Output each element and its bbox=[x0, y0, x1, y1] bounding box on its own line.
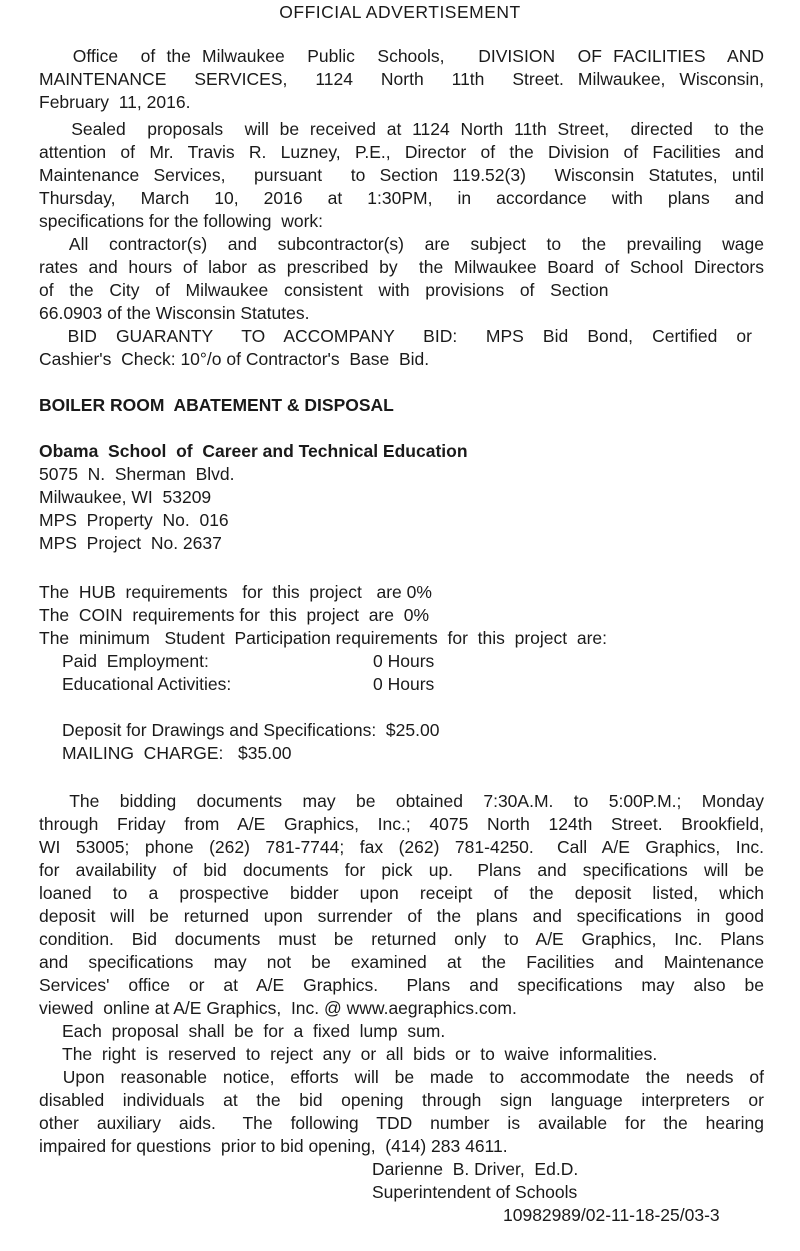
coin-requirement: The COIN requirements for this project are 0% bbox=[39, 605, 430, 625]
bidding-docs-line: and specifications may not be examined at the Facilities and Maintenance bbox=[39, 952, 764, 972]
intro-line: MAINTENANCE SERVICES, 1124 North 11th Street. Milwaukee, Wisconsin, bbox=[39, 69, 764, 89]
rights-reserved-statement: The right is reserved to reject any or all bids or to waive informalities. bbox=[62, 1044, 658, 1064]
project-heading: BOILER ROOM ABATEMENT & DISPOSAL bbox=[39, 395, 394, 415]
address-line: 5075 N. Sherman Blvd. bbox=[39, 464, 235, 484]
school-name: Obama School of Career and Technical Education bbox=[39, 441, 468, 461]
accommodation-line: Upon reasonable notice, efforts will be made to accommodate the needs of bbox=[39, 1067, 764, 1087]
intro-line: Office of the Milwaukee Public Schools, DIVISION OF FACILITIES AND bbox=[39, 46, 764, 66]
requirement-label: Paid Employment: bbox=[62, 651, 209, 671]
bidding-docs-line: through Friday from A/E Graphics, Inc.; 4075 North 124th Street. Brookfield, bbox=[39, 814, 764, 834]
signatory-title: Superintendent of Schools bbox=[372, 1182, 578, 1202]
sealed-proposals-line: attention of Mr. Travis R. Luzney, P.E., Director of the Division of Facilities and bbox=[39, 142, 764, 162]
bidding-docs-line: WI 53005; phone (262) 781-7744; fax (262) 781-4250. Call A/E Graphics, Inc. bbox=[39, 837, 764, 857]
wage-line: rates and hours of labor as prescribed by the Milwaukee Board of School Directors bbox=[39, 257, 764, 277]
sealed-proposals-line: Maintenance Services, pursuant to Section 119.52(3) Wisconsin Statutes, until bbox=[39, 165, 764, 185]
reference-number: 10982989/02-11-18-25/03-3 bbox=[503, 1205, 720, 1225]
mailing-charge: MAILING CHARGE: $35.00 bbox=[62, 743, 292, 763]
wage-line: 66.0903 of the Wisconsin Statutes. bbox=[39, 303, 310, 323]
sealed-proposals-line: Thursday, March 10, 2016 at 1:30PM, in accordance with plans and bbox=[39, 188, 764, 208]
page-title: OFFICIAL ADVERTISEMENT bbox=[279, 2, 521, 22]
lump-sum-statement: Each proposal shall be for a fixed lump sum. bbox=[62, 1021, 446, 1041]
bidding-docs-line: for availability of bid documents for pick up. Plans and specifications will be bbox=[39, 860, 764, 880]
signatory-name: Darienne B. Driver, Ed.D. bbox=[372, 1159, 579, 1179]
accommodation-line: other auxiliary aids. The following TDD number is available for the hearing bbox=[39, 1113, 764, 1133]
address-line: Milwaukee, WI 53209 bbox=[39, 487, 212, 507]
requirement-value: 0 Hours bbox=[373, 674, 435, 694]
sealed-proposals-line: Sealed proposals will be received at 1124 North 11th Street, directed to the bbox=[39, 119, 764, 139]
wage-line: of the City of Milwaukee consistent with provisions of Section bbox=[39, 280, 609, 300]
accommodation-line: disabled individuals at the bid opening through sign language interpreters or bbox=[39, 1090, 764, 1110]
sealed-proposals-line: specifications for the following work: bbox=[39, 211, 324, 231]
deposit-charge: Deposit for Drawings and Specifications: $25.00 bbox=[62, 720, 440, 740]
requirement-label: Educational Activities: bbox=[62, 674, 232, 694]
project-number: MPS Project No. 2637 bbox=[39, 533, 222, 553]
accommodation-line: impaired for questions prior to bid opening, (414) 283 4611. bbox=[39, 1136, 508, 1156]
wage-line: All contractor(s) and subcontractor(s) are subject to the prevailing wage bbox=[39, 234, 764, 254]
intro-line: February 11, 2016. bbox=[39, 92, 191, 112]
bidding-docs-line: viewed online at A/E Graphics, Inc. @ www.aegraphics.com. bbox=[39, 998, 517, 1018]
requirement-value: 0 Hours bbox=[373, 651, 435, 671]
property-number: MPS Property No. 016 bbox=[39, 510, 229, 530]
bidding-docs-line: The bidding documents may be obtained 7:30A.M. to 5:00P.M.; Monday bbox=[39, 791, 764, 811]
hub-requirement: The HUB requirements for this project are 0% bbox=[39, 582, 432, 602]
bidding-docs-line: condition. Bid documents must be returned only to A/E Graphics, Inc. Plans bbox=[39, 929, 764, 949]
bidding-docs-line: loaned to a prospective bidder upon receipt of the deposit listed, which bbox=[39, 883, 764, 903]
bidding-docs-line: Services' office or at A/E Graphics. Plans and specifications may also be bbox=[39, 975, 764, 995]
bid-guaranty-line: Cashier's Check: 10°/o of Contractor's Base Bid. bbox=[39, 349, 430, 369]
bid-guaranty-line: BID GUARANTY TO ACCOMPANY BID: MPS Bid Bond, Certified or bbox=[39, 326, 752, 346]
bidding-docs-line: deposit will be returned upon surrender of the plans and specifications in good bbox=[39, 906, 764, 926]
student-participation: The minimum Student Participation requirements for this project are: bbox=[39, 628, 608, 648]
